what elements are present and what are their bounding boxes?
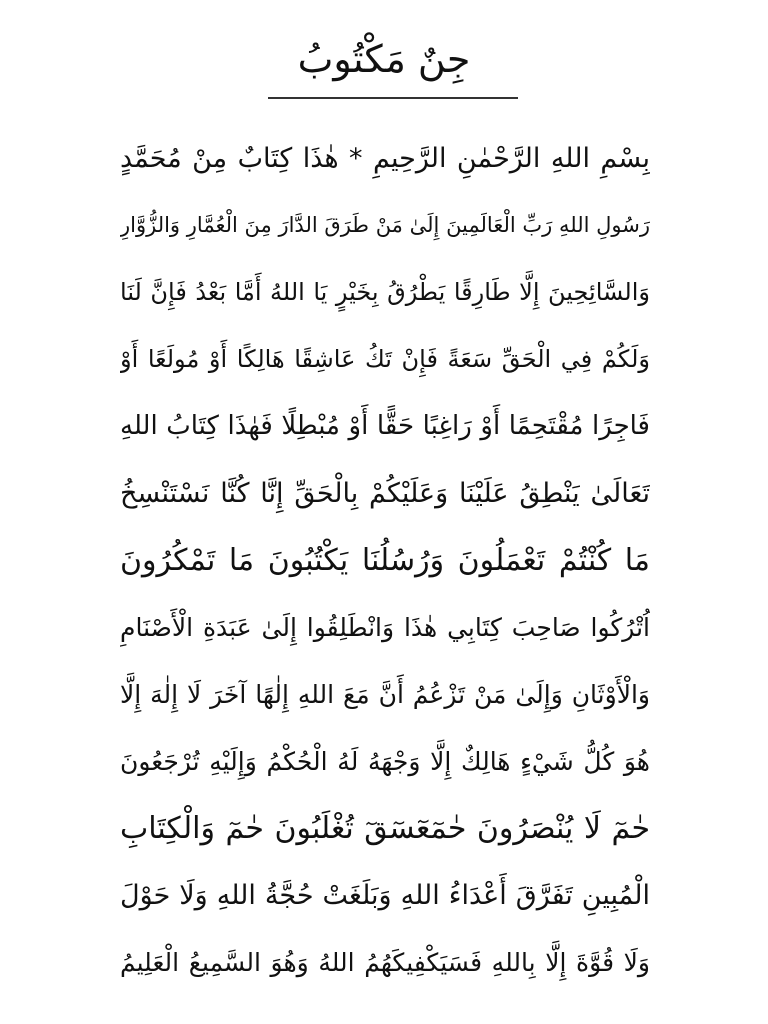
text-line: اُتْرُكُوا صَاحِبَ كِتَابِي هٰذَا وَانْطَلِقُوا إِلَىٰ عَبَدَةِ الْأَصْنَامِ [120, 613, 650, 642]
text-line: مَا كُنْتُمْ تَعْمَلُونَ وَرُسُلُنَا يَكْتُبُونَ مَا تَمْكُرُونَ [120, 543, 650, 578]
title-underline [268, 97, 518, 99]
text-line: وَالْأَوْثَانِ وَإِلَىٰ مَنْ تَزْعُمُ أَنَّ مَعَ اللهِ إِلٰهًا آخَرَ لَا إِلٰهَ إِلَّا [120, 680, 650, 709]
text-line: الْمُبِينِ تَفَرَّقَ أَعْدَاءُ اللهِ وَبَلَغَتْ حُجَّةُ اللهِ وَلَا حَوْلَ [120, 880, 650, 911]
document-title: جِنٌ مَكْتُوبُ [297, 37, 471, 81]
text-line: وَلَا قُوَّةَ إِلَّا بِاللهِ فَسَيَكْفِيكَهُمُ اللهُ وَهُوَ السَّمِيعُ الْعَلِيمُ [120, 948, 650, 977]
text-line: بِسْمِ اللهِ الرَّحْمٰنِ الرَّحِيمِ * هٰذَا كِتَابٌ مِنْ مُحَمَّدٍ [120, 143, 650, 174]
text-line: وَالسَّائِحِينَ إِلَّا طَارِقًا يَطْرُقُ بِخَيْرٍ يَا اللهُ أَمَّا بَعْدُ فَإِنَّ لَنَا [120, 278, 650, 306]
text-line: رَسُولِ اللهِ رَبِّ الْعَالَمِينَ إِلَىٰ مَنْ طَرَقَ الدَّارَ مِنَ الْعُمَّارِ وَالزُّوَّارِ [120, 213, 650, 237]
text-line: فَاجِرًا مُقْتَحِمًا أَوْ رَاغِبًا حَقًّا أَوْ مُبْطِلًا فَهٰذَا كِتَابُ اللهِ [120, 411, 650, 441]
text-line: تَعَالَىٰ يَنْطِقُ عَلَيْنَا وَعَلَيْكُمْ بِالْحَقِّ إِنَّا كُنَّا نَسْتَنْسِخُ [120, 478, 650, 509]
text-line: وَلَكُمْ فِي الْحَقِّ سَعَةً فَإِنْ تَكُ عَاشِقًا هَالِكًا أَوْ مُولَعًا أَوْ [120, 345, 650, 373]
text-line: حٰمٓ لَا يُنْصَرُونَ حٰمٓعٓسٓقٓ تُغْلَبُونَ حٰمٓ وَالْكِتَابِ [120, 811, 650, 846]
text-line: هُوَ كُلُّ شَيْءٍ هَالِكٌ إِلَّا وَجْهَهُ لَهُ الْحُكْمُ وَإِلَيْهِ تُرْجَعُونَ [120, 747, 650, 776]
document-body [120, 125, 650, 996]
